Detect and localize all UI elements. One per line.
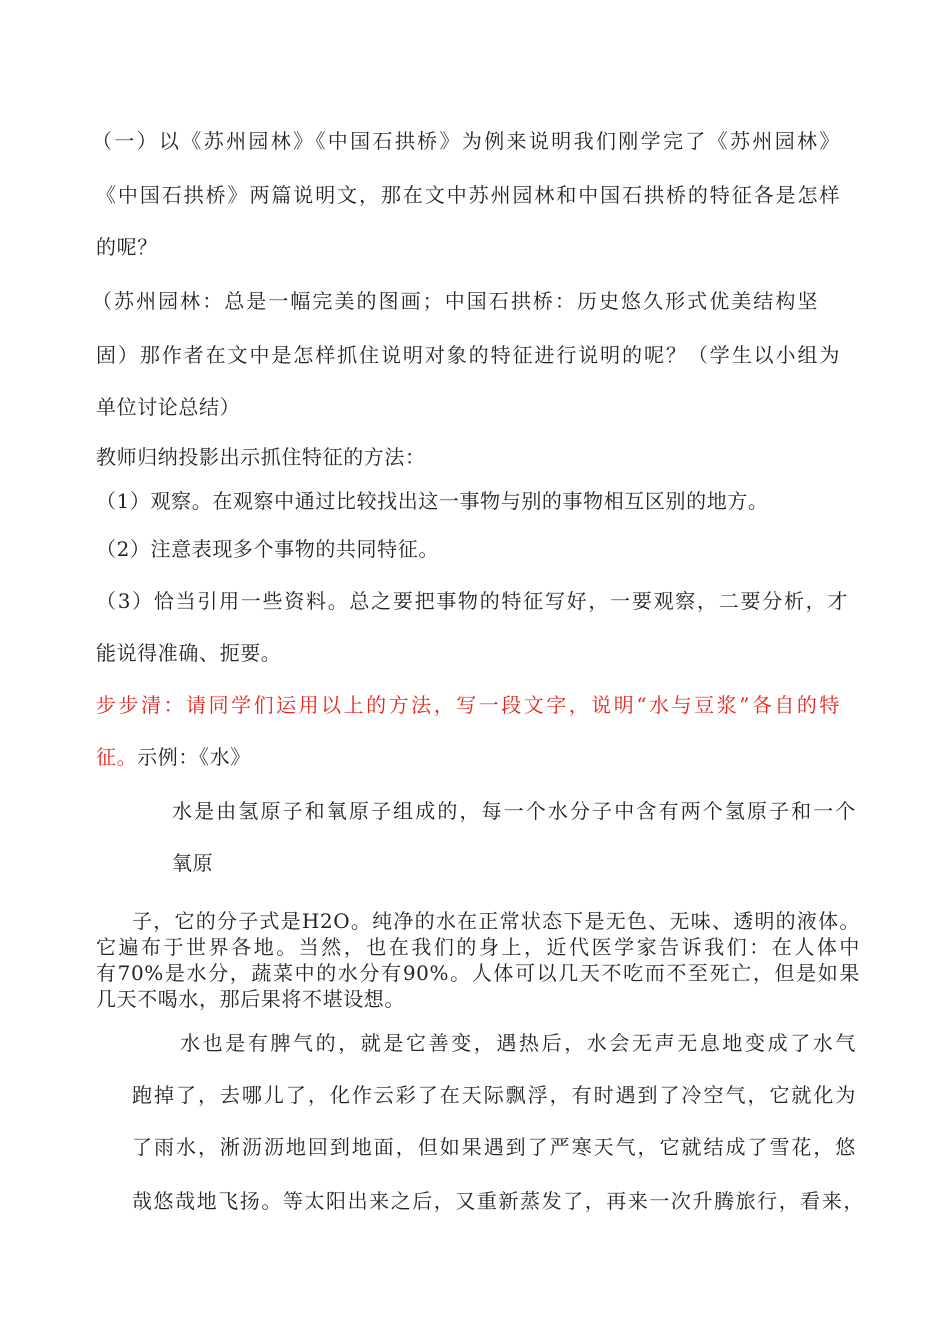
methods-heading: 教师归纳投影出示抓住特征的方法： <box>96 445 426 469</box>
method-item-3-line-2: 能说得准确、扼要。 <box>96 641 282 665</box>
answer-line-1: （苏州园林：总是一幅完美的图画；中国石拱桥：历史悠久形式优美结构坚 <box>92 289 818 313</box>
intro-line-1: （一）以《苏州园林》《中国石拱桥》为例来说明我们刚学完了《苏州园林》 <box>92 129 840 153</box>
example-p1-line-1: 水是由氢原子和氧原子组成的，每一个水分子中含有两个氢原子和一个 <box>172 799 856 823</box>
example-p3-line-3: 了雨水，淅沥沥地回到地面，但如果遇到了严寒天气，它就结成了雪花，悠 <box>132 1135 856 1159</box>
method-item-2: （2）注意表现多个事物的共同特征。 <box>96 537 439 561</box>
example-p1-line-2: 氧原 <box>172 851 214 875</box>
example-p3-line-4: 哉悠哉地飞扬。等太阳出来之后，又重新蒸发了，再来一次升腾旅行，看来， <box>132 1189 864 1213</box>
example-p2-line-4: 几天不喝水，那后果将不堪设想。 <box>96 987 405 1011</box>
answer-line-2: 固）那作者在文中是怎样抓住说明对象的特征进行说明的呢？（学生以小组为 <box>96 343 840 367</box>
exercise-line-1: 步步清：请同学们运用以上的方法，写一段文字，说明“水与豆浆”各自的特 <box>96 693 840 717</box>
exercise-line-2-red: 征。 <box>96 745 138 769</box>
example-p3-line-1: 水也是有脾气的，就是它善变，遇热后，水会无声无息地变成了水气 <box>180 1031 856 1055</box>
answer-line-3: 单位讨论总结） <box>96 395 241 419</box>
exercise-line-2 <box>96 744 251 770</box>
exercise-example-label: 示例：《水》 <box>137 745 251 769</box>
example-p2-line-3: 有70%是水分，蔬菜中的水分有90%。人体可以几天不吃而不至死亡，但是如果 <box>96 961 860 985</box>
example-p3-line-2: 跑掉了，去哪儿了，化作云彩了在天际飘浮，有时遇到了冷空气，它就化为 <box>132 1083 856 1107</box>
intro-line-3: 的呢？ <box>96 235 158 259</box>
example-p2-line-1: 子，它的分子式是H2O。纯净的水在正常状态下是无色、无味、透明的液体。 <box>132 909 860 933</box>
method-item-1: （1）观察。在观察中通过比较找出这一事物与别的事物相互区别的地方。 <box>96 489 769 513</box>
method-item-3-line-1: （3）恰当引用一些资料。总之要把事物的特征写好，一要观察，二要分析，才 <box>96 589 848 613</box>
example-p2-line-2: 它遍布于世界各地。当然，也在我们的身上，近代医学家告诉我们：在人体中 <box>96 935 860 959</box>
intro-line-2: 《中国石拱桥》两篇说明文，那在文中苏州园林和中国石拱桥的特征各是怎样 <box>96 183 840 207</box>
